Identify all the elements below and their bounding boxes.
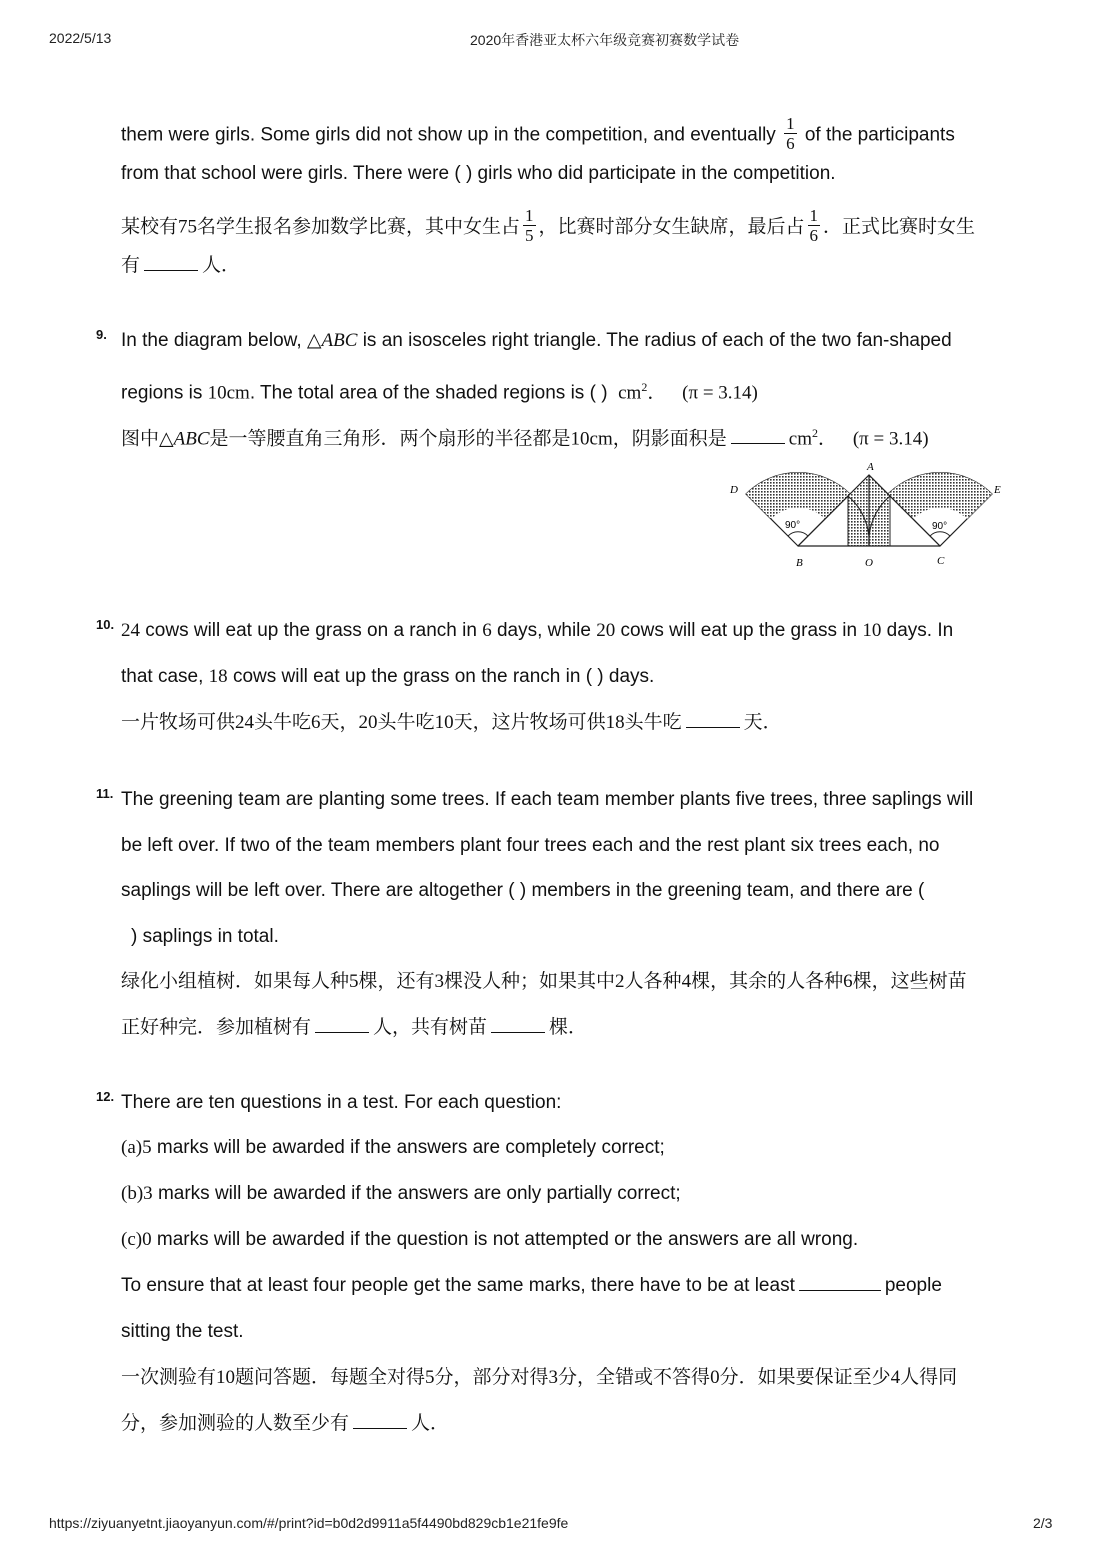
fraction-1-5: $\frac{1}{5}$ [525, 206, 534, 245]
q12-en-line-6: sitting the test. [121, 1321, 244, 1342]
q8-en-line-1: them were girls. Some girls did not show up in the competition, and eventually $\frac{1}{6}$ of the participants [121, 114, 955, 153]
q10-en-line-1: 24 cows will eat up the grass on a ranch in 6 days, while 20 cows will eat up the grass in 10 days. In [121, 620, 954, 641]
fraction-1-6-zh: $\frac{1}{6}$ [809, 206, 819, 245]
q9-en-line-1: In the diagram below, △ABC is an isosceles right triangle. The radius of each of the two fan-shaped [121, 330, 952, 351]
label-b: B [796, 557, 803, 569]
q12-item-b: (b)3 marks will be awarded if the answers are only partially correct; [121, 1183, 681, 1204]
answer-blank [144, 254, 198, 271]
question-number-10: 10. [96, 617, 115, 632]
question-number-11: 11. [96, 786, 114, 801]
q11-en-line-2: be left over. If two of the team members plant four trees each and the rest plant six trees each, no [121, 835, 940, 856]
answer-blank [353, 1412, 407, 1429]
question-number-12: 12. [96, 1089, 115, 1104]
label-e: E [994, 484, 1001, 496]
footer-url[interactable]: https://ziyuanyetnt.jiaoyanyun.com/#/print?id=b0d2d9911a5f4490bd829cb1e21fe9fe [49, 1515, 569, 1531]
q12-item-c: (c)0 marks will be awarded if the question is not attempted or the answers are all wrong. [121, 1229, 859, 1250]
answer-blank [686, 711, 740, 728]
q10-en-line-2: that case, 18 cows will eat up the grass on the ranch in ( ) days. [121, 666, 655, 687]
q8-en-line-2: from that school were girls. There were ( ) girls who did participate in the competition. [121, 163, 836, 184]
label-c: C [937, 555, 945, 567]
header-date: 2022/5/13 [49, 30, 112, 46]
answer-blank [491, 1016, 545, 1033]
q8-zh-line-2: 有 人． [121, 255, 241, 276]
angle-left: 90° [785, 520, 801, 531]
q12-zh-line-2: 分，参加测验的人数至少有 人． [121, 1413, 450, 1434]
q9-en-line-2: regions is 10cm. The total area of the shaded regions is ( ) $cm^2$． (π = 3.14) [121, 380, 758, 404]
label-o: O [865, 557, 873, 569]
q12-en-line-1: There are ten questions in a test. For each question: [121, 1092, 562, 1113]
q8-zh-line-1: 某校有75名学生报名参加数学比赛，其中女生占 $\frac{1}{5}$ ，比赛时部分女生缺席，最后占 $\frac{1}{6}$ ．正式比赛时女生 [121, 206, 976, 245]
answer-blank [315, 1016, 369, 1033]
angle-right: 90° [932, 521, 948, 532]
answer-blank [799, 1274, 881, 1291]
q12-item-a: (a)5 marks will be awarded if the answers are completely correct; [121, 1137, 665, 1158]
footer-page-number: 2/3 [1033, 1515, 1053, 1531]
header-title: 2020年香港亚太杯六年级竞赛初赛数学试卷 [470, 32, 740, 48]
q11-en-line-4: ) saplings in total. [131, 926, 279, 947]
q12-zh-line-1: 一次测验有10题问答题．每题全对得5分，部分对得3分，全错或不答得0分．如果要保证至少4人得同 [121, 1367, 958, 1388]
q11-zh-line-2: 正好种完．参加植树有 人，共有树苗 棵． [121, 1017, 588, 1038]
label-a: A [867, 461, 874, 473]
q11-en-line-1: The greening team are planting some trees. If each team member plants five trees, three saplings will [121, 789, 974, 810]
q10-zh-line: 一片牧场可供24头牛吃6天，20头牛吃10天，这片牧场可供18头牛吃 天． [121, 712, 782, 733]
fraction-1-6: $\frac{1}{6}$ [786, 114, 795, 153]
label-d: D [730, 484, 738, 496]
q11-zh-line-1: 绿化小组植树．如果每人种5棵，还有3棵没人种；如果其中2人各种4棵，其余的人各种6棵，这些树苗 [121, 971, 967, 992]
q9-geometry-diagram [722, 458, 1012, 570]
question-number-9: 9. [96, 327, 107, 342]
answer-blank [731, 427, 785, 444]
q11-en-line-3: saplings will be left over. There are altogether ( ) members in the greening team, and there are ( [121, 880, 925, 901]
q12-en-line-5: To ensure that at least four people get the same marks, there have to be at least people [121, 1275, 942, 1296]
q9-zh-line: 图中△ABC是一等腰直角三角形．两个扇形的半径都是10cm，阴影面积是 $cm^2$． (π = 3.14) [121, 426, 929, 450]
